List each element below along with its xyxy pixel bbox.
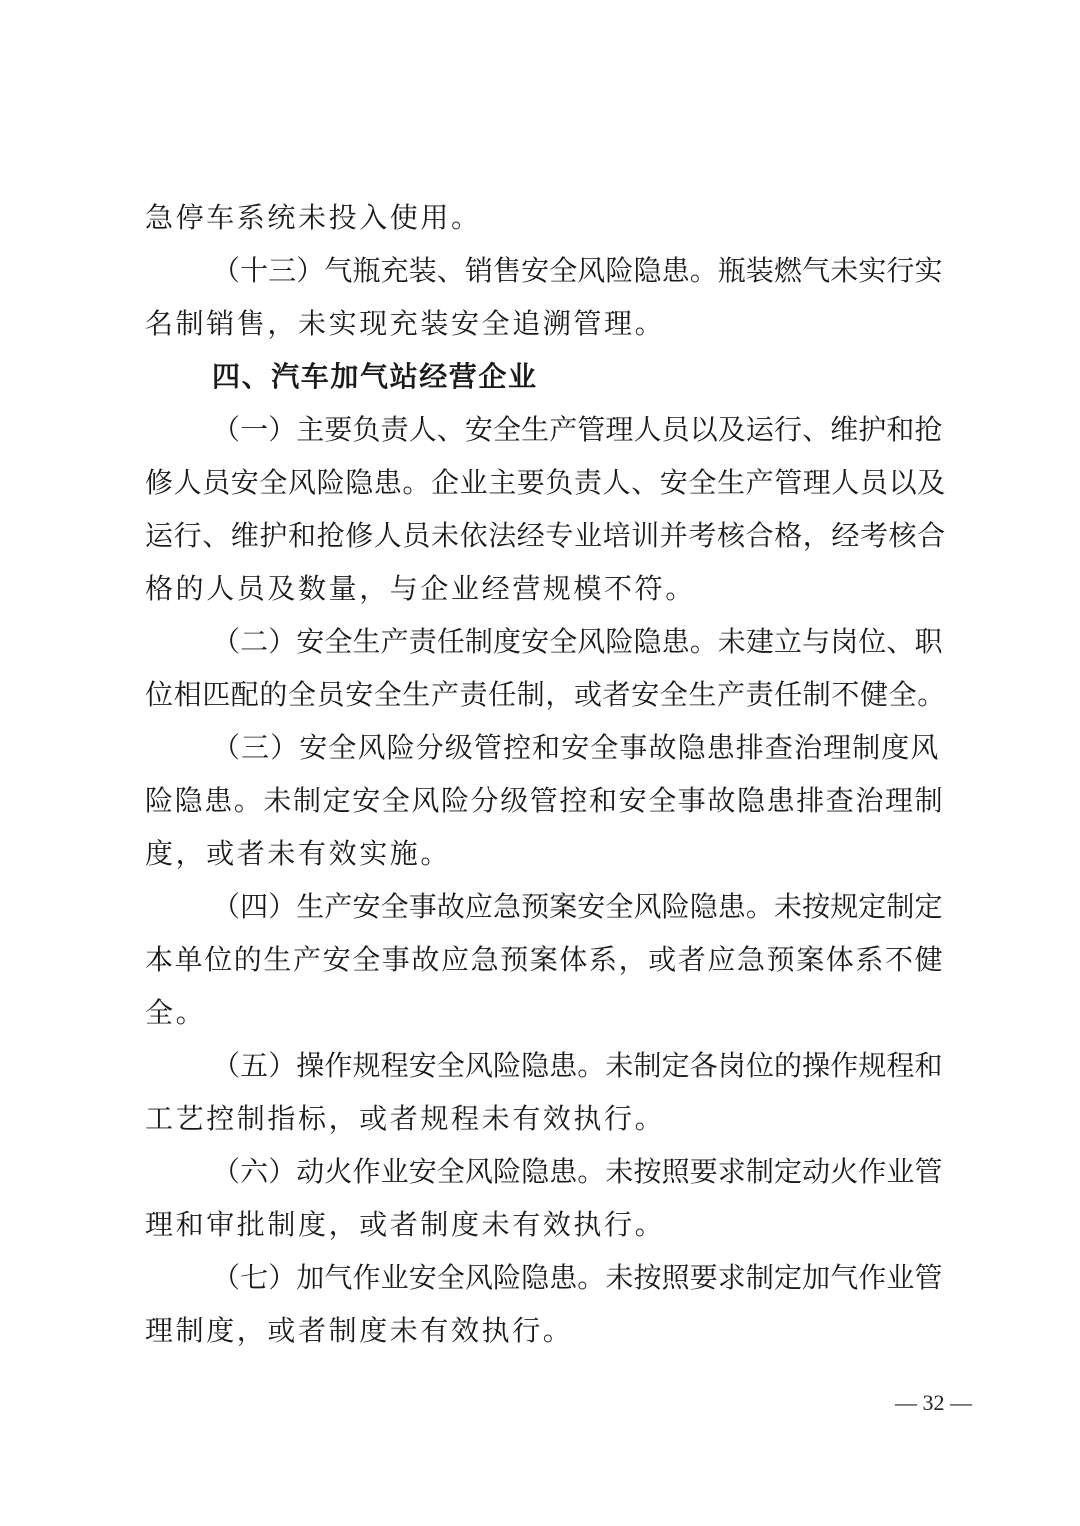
text-line: （四）生产安全事故应急预案安全风险隐患。未按规定制定	[212, 890, 943, 923]
text-line: 工艺控制指标，或者规程未有效执行。	[145, 1102, 666, 1135]
document-body	[145, 191, 950, 1357]
text-line: （六）动火作业安全风险隐患。未按照要求制定动火作业管	[212, 1155, 943, 1188]
text-line: 险隐患。未制定安全风险分级管控和安全事故隐患排查治理制	[145, 784, 945, 817]
text-line: （三）安全风险分级管控和安全事故隐患排查治理制度风	[212, 731, 940, 764]
section-heading: 四、汽车加气站经营企业	[212, 360, 538, 393]
text-line: 全。	[145, 996, 207, 1029]
text-line: 位相匹配的全员安全生产责任制，或者安全生产责任制不健全。	[145, 678, 946, 711]
text-line: （二）安全生产责任制度安全风险隐患。未建立与岗位、职	[212, 625, 943, 658]
text-line: 修人员安全风险隐患。企业主要负责人、安全生产管理人员以及	[145, 466, 946, 499]
page-number: — 32 —	[895, 1390, 972, 1415]
text-line: 名制销售，未实现充装安全追溯管理。	[145, 307, 666, 340]
text-line: （七）加气作业安全风险隐患。未按照要求制定加气作业管	[212, 1261, 943, 1294]
text-line: （一）主要负责人、安全生产管理人员以及运行、维护和抢	[212, 413, 943, 446]
text-line: （五）操作规程安全风险隐患。未制定各岗位的操作规程和	[212, 1049, 943, 1082]
text-line: 理和审批制度，或者制度未有效执行。	[145, 1208, 666, 1241]
text-line: 理制度，或者制度未有效执行。	[145, 1314, 574, 1347]
text-line: 本单位的生产安全事故应急预案体系，或者应急预案体系不健	[145, 943, 945, 976]
text-line: 度，或者未有效实施。	[145, 837, 452, 870]
text-line: （十三）气瓶充装、销售安全风险隐患。瓶装燃气未实行实	[212, 254, 943, 287]
text-line: 急停车系统未投入使用。	[145, 201, 482, 234]
text-line: 格的人员及数量，与企业经营规模不符。	[145, 572, 696, 605]
text-line: 运行、维护和抢修人员未依法经专业培训并考核合格，经考核合	[145, 519, 946, 552]
